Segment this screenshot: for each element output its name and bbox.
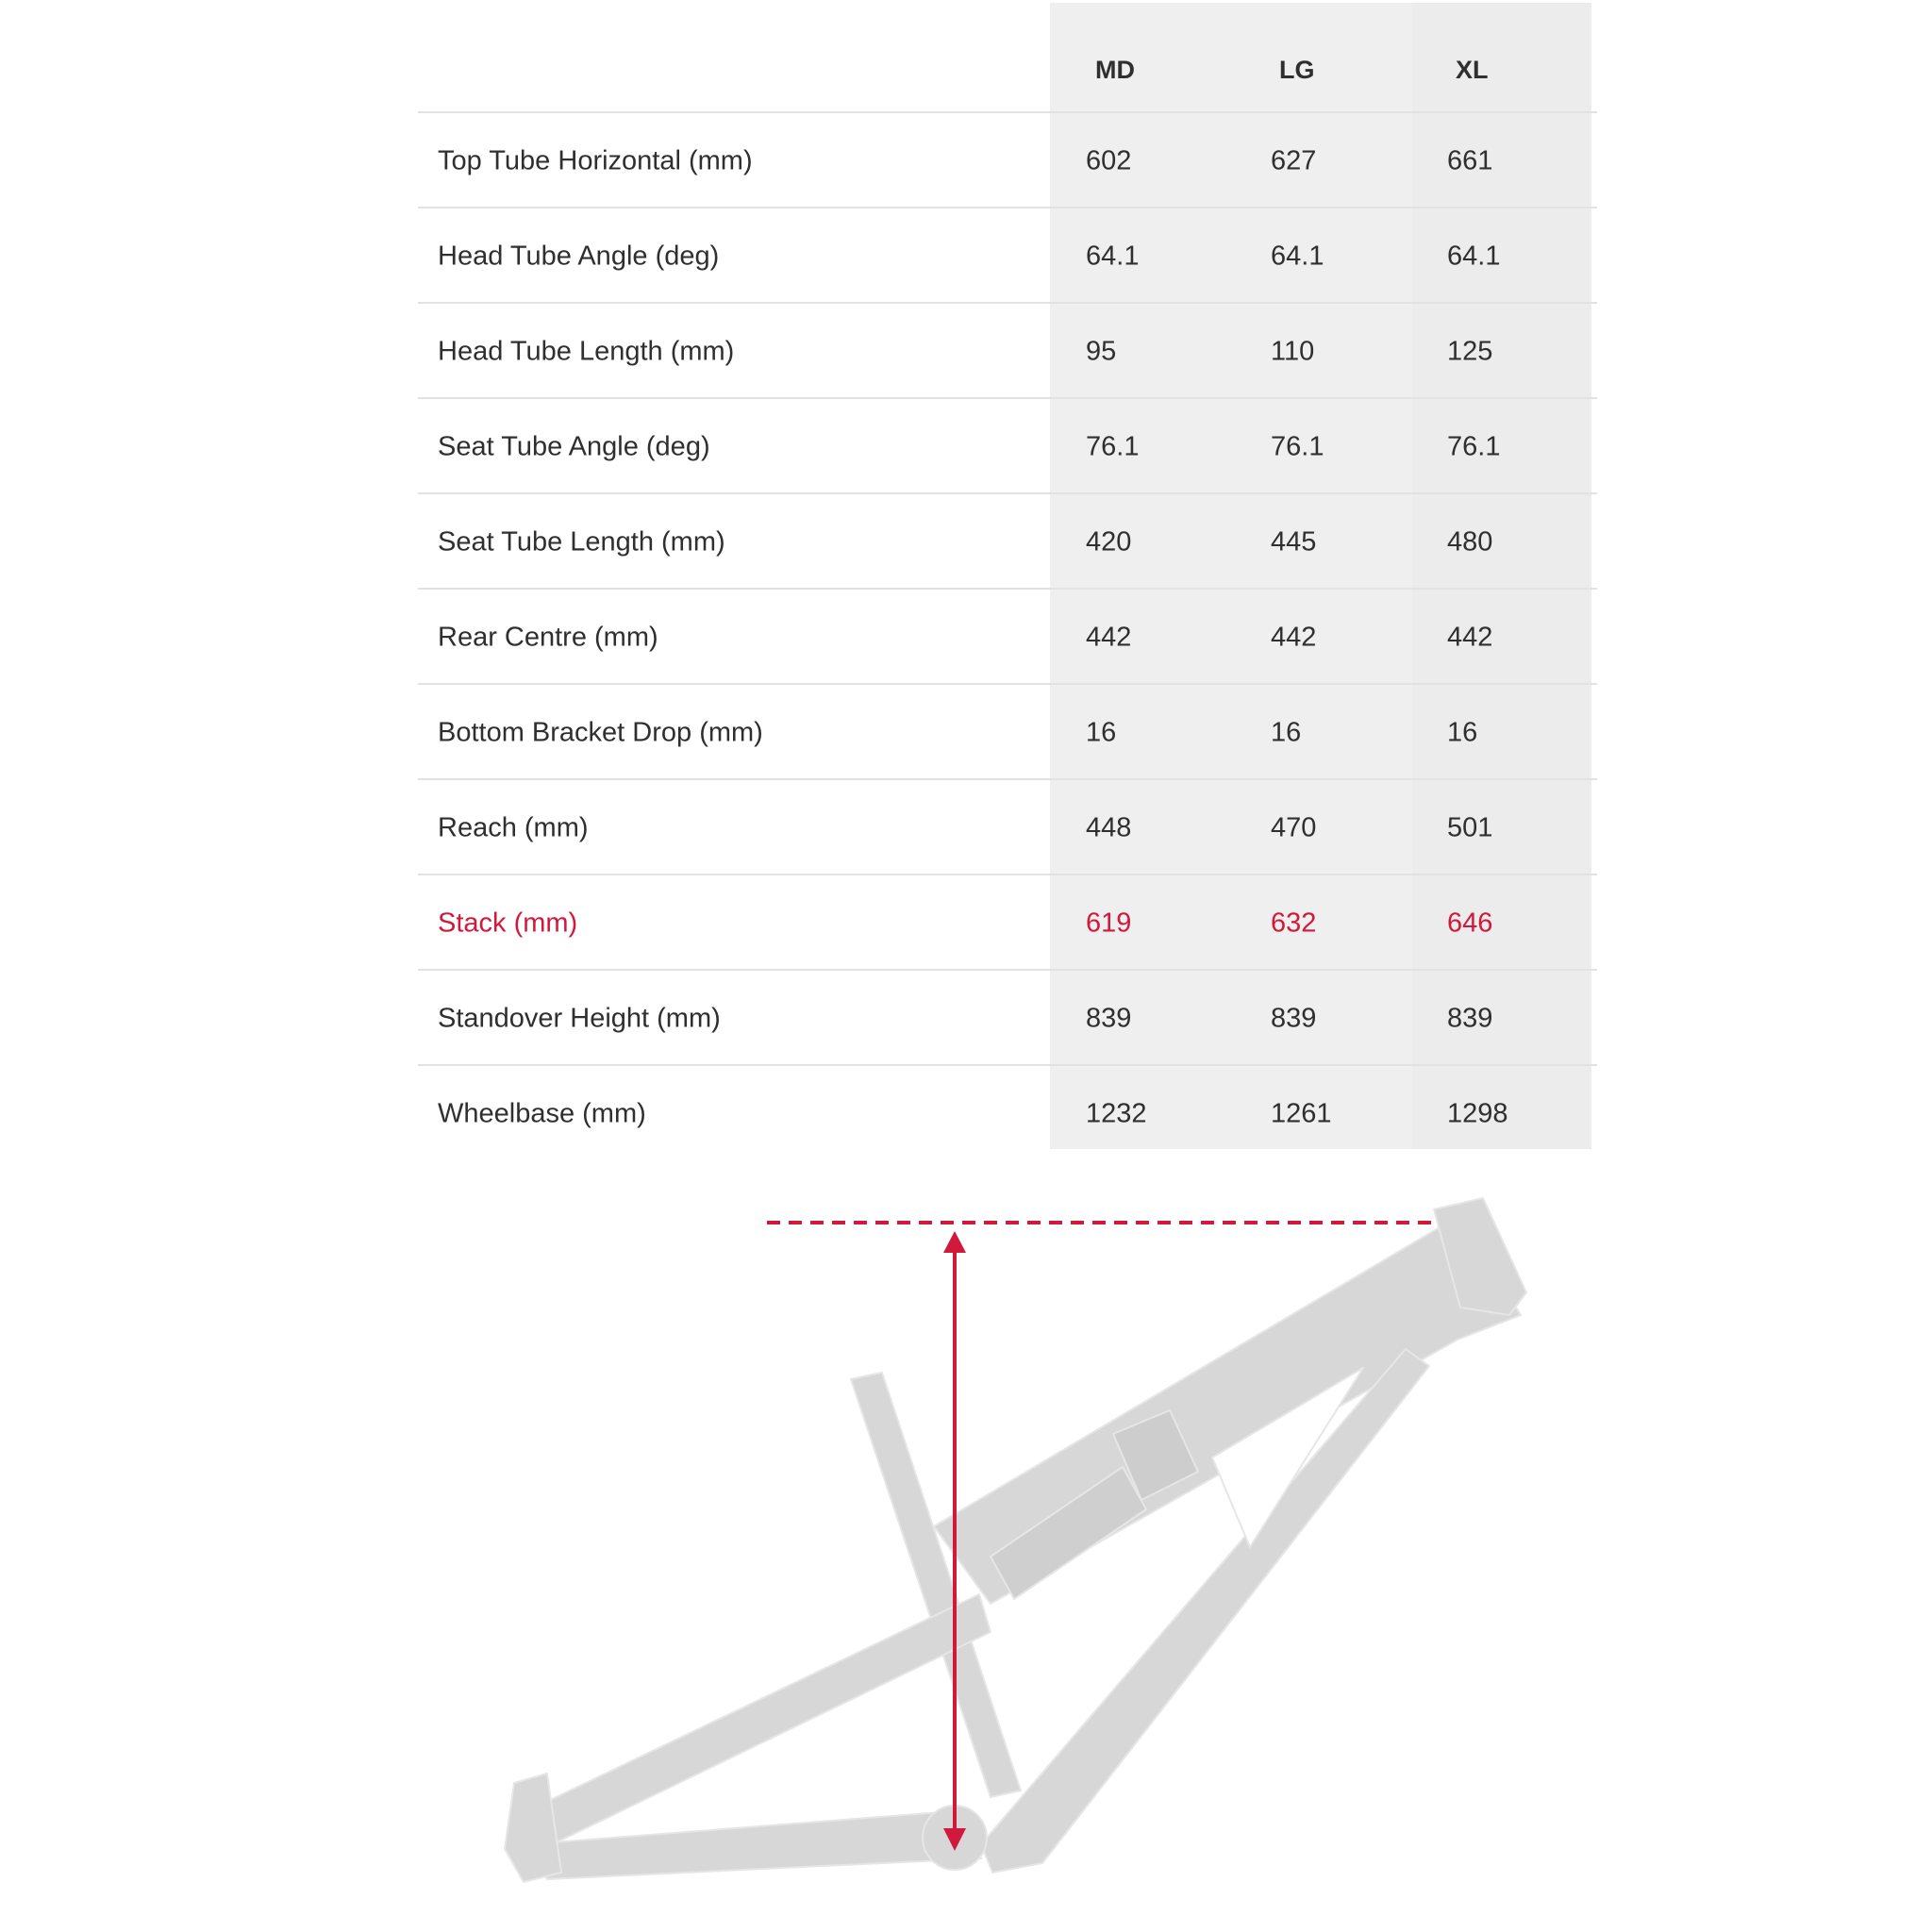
row-label: Top Tube Horizontal (mm) (438, 145, 753, 175)
value-lg: 16 (1271, 717, 1302, 747)
bike-frame-stack-diagram (472, 1191, 1557, 1907)
value-lg: 64.1 (1271, 241, 1324, 271)
value-lg: 470 (1271, 812, 1317, 842)
value-xl: 16 (1447, 717, 1478, 747)
row-label: Seat Tube Length (mm) (438, 526, 725, 557)
table-row (418, 302, 1597, 399)
column-header-xl: XL (1456, 56, 1489, 84)
value-xl: 64.1 (1447, 241, 1501, 271)
table-row-stack-highlighted (418, 874, 1597, 971)
value-md: 442 (1086, 622, 1132, 652)
table-row (418, 1064, 1597, 1161)
row-label: Stack (mm) (438, 908, 578, 938)
value-lg: 442 (1271, 622, 1317, 652)
value-md: 16 (1086, 717, 1117, 747)
rear-dropout-shape (505, 1774, 561, 1882)
column-header-lg: LG (1279, 56, 1315, 84)
value-md: 95 (1086, 336, 1117, 366)
value-md: 64.1 (1086, 241, 1140, 271)
table-row (418, 588, 1597, 685)
value-xl: 76.1 (1447, 431, 1501, 461)
table-row (418, 397, 1597, 494)
value-lg: 627 (1271, 145, 1317, 175)
value-xl: 501 (1447, 812, 1493, 842)
value-lg: 445 (1271, 526, 1317, 557)
row-label: Seat Tube Angle (deg) (438, 431, 710, 461)
value-md: 602 (1086, 145, 1132, 175)
value-md: 448 (1086, 812, 1132, 842)
value-xl: 839 (1447, 1003, 1493, 1033)
table-row (418, 111, 1597, 208)
value-lg: 1261 (1271, 1098, 1332, 1128)
value-lg: 839 (1271, 1003, 1317, 1033)
value-xl: 646 (1447, 908, 1493, 938)
row-label: Head Tube Angle (deg) (438, 241, 720, 271)
table-row (418, 492, 1597, 590)
value-xl: 661 (1447, 145, 1493, 175)
row-label: Standover Height (mm) (438, 1003, 721, 1033)
value-xl: 480 (1447, 526, 1493, 557)
arrow-up-icon (943, 1231, 966, 1253)
table-row (418, 969, 1597, 1066)
bike-frame-illustration (505, 1198, 1526, 1882)
column-header-md: MD (1095, 56, 1135, 84)
table-row (418, 778, 1597, 875)
row-label: Reach (mm) (438, 812, 589, 842)
value-xl: 442 (1447, 622, 1493, 652)
value-lg: 110 (1271, 336, 1315, 366)
value-md: 839 (1086, 1003, 1132, 1033)
value-lg: 632 (1271, 908, 1317, 938)
value-md: 420 (1086, 526, 1132, 557)
value-md: 1232 (1086, 1098, 1147, 1128)
table-row (418, 683, 1597, 780)
table-header-row (418, 0, 1597, 111)
row-label: Bottom Bracket Drop (mm) (438, 717, 763, 747)
value-md: 619 (1086, 908, 1132, 938)
table-row (418, 207, 1597, 304)
row-label: Wheelbase (mm) (438, 1098, 646, 1128)
value-xl: 1298 (1447, 1098, 1508, 1128)
value-xl: 125 (1447, 336, 1493, 366)
row-label: Rear Centre (mm) (438, 622, 658, 652)
value-lg: 76.1 (1271, 431, 1324, 461)
value-md: 76.1 (1086, 431, 1140, 461)
row-label: Head Tube Length (mm) (438, 336, 735, 366)
